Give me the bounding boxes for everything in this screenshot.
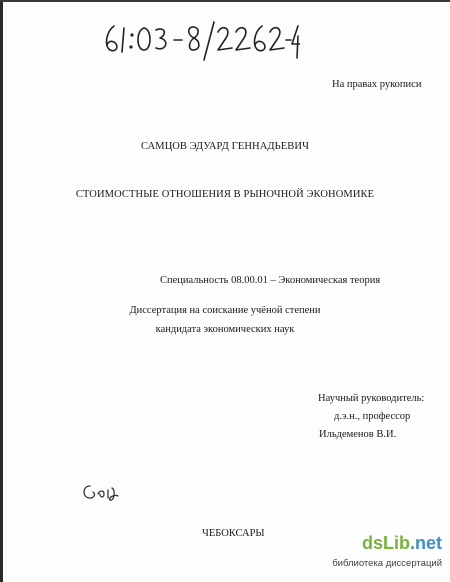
- supervisor-label: Научный руководитель:: [318, 393, 425, 404]
- author-name: САМЦОВ ЭДУАРД ГЕННАДЬЕВИЧ: [141, 141, 309, 152]
- supervisor-name: Ильдеменов В.И.: [319, 429, 397, 440]
- watermark-logo: [362, 534, 442, 552]
- watermark-logo-left: dsLib: [361, 533, 410, 553]
- degree-line-2: кандидата экономических наук: [155, 324, 295, 335]
- scan-left-edge: [0, 0, 3, 582]
- rights-note: На правах рукописи: [332, 79, 422, 90]
- watermark-subtitle: библиотека диссертаций: [332, 558, 442, 569]
- watermark: [317, 534, 442, 576]
- watermark-logo-right: .net: [409, 533, 442, 553]
- degree-line-1: Диссертация на соискание учёной степени: [129, 305, 321, 316]
- scan-top-edge: [0, 0, 450, 2]
- handwritten-catalog-number: [100, 18, 300, 62]
- supervisor-degree: д.э.н., профессор: [334, 411, 411, 422]
- city: ЧЕБОКСАРЫ: [202, 528, 265, 539]
- dissertation-title: СТОИМОСТНЫЕ ОТНОШЕНИЯ В РЫНОЧНОЙ ЭКОНОМИКЕ: [75, 189, 375, 200]
- specialty-line: Специальность 08.00.01 – Экономическая теория: [160, 275, 381, 286]
- handwritten-signature: [78, 480, 128, 504]
